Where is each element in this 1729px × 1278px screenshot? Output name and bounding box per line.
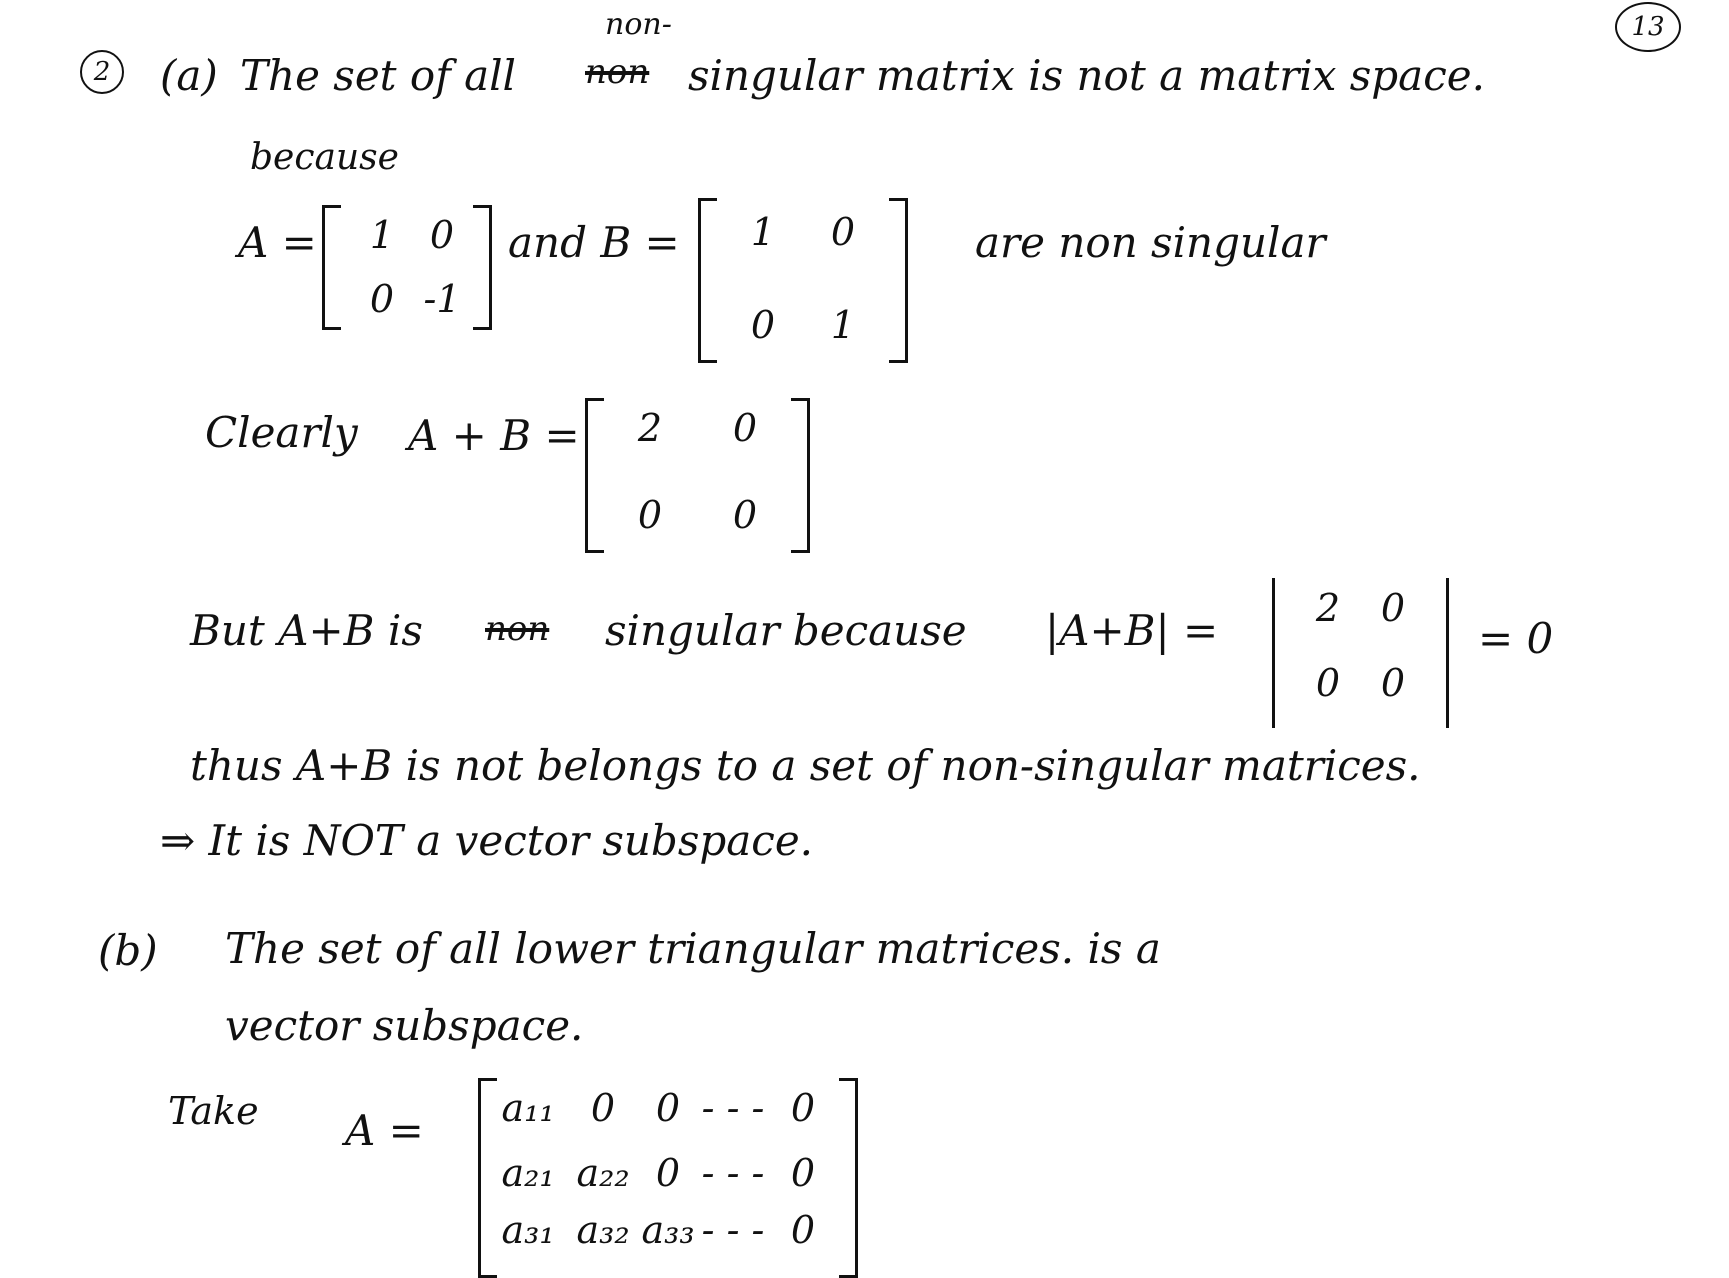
- part-b-line2: vector subspace.: [225, 1001, 584, 1050]
- page-number: 13: [1631, 12, 1665, 42]
- part-a-title-prefix: The set of all: [240, 51, 516, 100]
- matrix-sum: [585, 398, 810, 553]
- inserted-word: non-: [605, 7, 672, 42]
- matrix-lower-label: A =: [345, 1106, 424, 1155]
- matrix-a-cell: 0: [369, 277, 395, 321]
- lower-matrix-cell: - - -: [701, 1086, 765, 1130]
- lower-matrix-cell: - - -: [701, 1151, 765, 1195]
- matrix-a-cell: 1: [369, 213, 395, 257]
- matrix-a-cell: -1: [423, 277, 461, 321]
- lower-matrix-cell: 0: [655, 1086, 681, 1130]
- matrix-b-left-bracket: [698, 198, 717, 363]
- matrix-a-cell: 0: [429, 213, 455, 257]
- lower-matrix-cell: 0: [655, 1151, 681, 1195]
- determinant: [1268, 578, 1453, 728]
- struck-word-2: non: [485, 609, 550, 649]
- lower-matrix-cell: a₂₂: [576, 1151, 630, 1195]
- part-a-label: (a): [160, 51, 218, 100]
- matrix-sum-cell: 0: [637, 493, 663, 537]
- part-b-label: (b): [98, 926, 158, 975]
- but-text: But A+B is: [190, 606, 423, 655]
- matrix-b-cell: 0: [830, 210, 856, 254]
- are-non-singular-text: are non singular: [975, 218, 1326, 267]
- and-b-label: and B =: [508, 218, 680, 267]
- det-label: |A+B| =: [1045, 606, 1219, 655]
- conclusion-line: ⇒ It is NOT a vector subspace.: [160, 816, 814, 865]
- struck-word: non: [585, 52, 650, 92]
- det-left-bar: [1272, 578, 1275, 728]
- question-number-badge: [80, 50, 124, 94]
- matrix-b: [698, 198, 908, 363]
- singular-because-text: singular because: [605, 606, 967, 655]
- lower-matrix-cell: a₁₁: [501, 1086, 555, 1130]
- lower-matrix-cell: - - -: [701, 1208, 765, 1252]
- matrix-b-right-bracket: [889, 198, 908, 363]
- matrix-a-left-bracket: [322, 205, 341, 330]
- lower-matrix-cell: a₃₂: [576, 1208, 630, 1252]
- matrix-a-label: A =: [238, 218, 317, 267]
- matrix-sum-cell: 0: [732, 493, 758, 537]
- matrix-b-cell: 1: [750, 210, 776, 254]
- det-cell: 0: [1380, 661, 1406, 705]
- because-label: because: [250, 137, 399, 178]
- lower-matrix-cell: a₃₁: [501, 1208, 555, 1252]
- matrix-b-cell: 0: [750, 303, 776, 347]
- question-number: 2: [93, 57, 111, 87]
- lower-matrix-cell: 0: [790, 1086, 816, 1130]
- part-a-title-suffix: singular matrix is not a matrix space.: [688, 51, 1485, 100]
- matrix-sum-cell: 0: [732, 406, 758, 450]
- part-b-line1: The set of all lower triangular matrices. is a: [225, 924, 1161, 973]
- lower-matrix-cell: 0: [790, 1208, 816, 1252]
- lower-matrix-cell: 0: [790, 1151, 816, 1195]
- det-cell: 2: [1315, 586, 1341, 630]
- matrix-sum-left-bracket: [585, 398, 604, 553]
- matrix-sum-cell: 2: [637, 406, 663, 450]
- lower-matrix-cell: 0: [590, 1086, 616, 1130]
- det-result: = 0: [1478, 614, 1554, 663]
- det-cell: 0: [1380, 586, 1406, 630]
- clearly-label: Clearly: [205, 408, 358, 457]
- matrix-sum-right-bracket: [791, 398, 810, 553]
- lower-matrix-cell: a₃₃: [641, 1208, 695, 1252]
- matrix-a: [322, 205, 492, 330]
- sum-label: A + B =: [408, 411, 580, 460]
- page-number-badge: [1615, 2, 1681, 52]
- lower-triangular-matrix: [478, 1078, 858, 1278]
- thus-line: thus A+B is not belongs to a set of non-singular matrices.: [190, 741, 1421, 790]
- take-label: Take: [168, 1089, 259, 1133]
- det-cell: 0: [1315, 661, 1341, 705]
- det-right-bar: [1446, 578, 1449, 728]
- lower-matrix-cell: a₂₁: [501, 1151, 555, 1195]
- matrix-b-cell: 1: [830, 303, 856, 347]
